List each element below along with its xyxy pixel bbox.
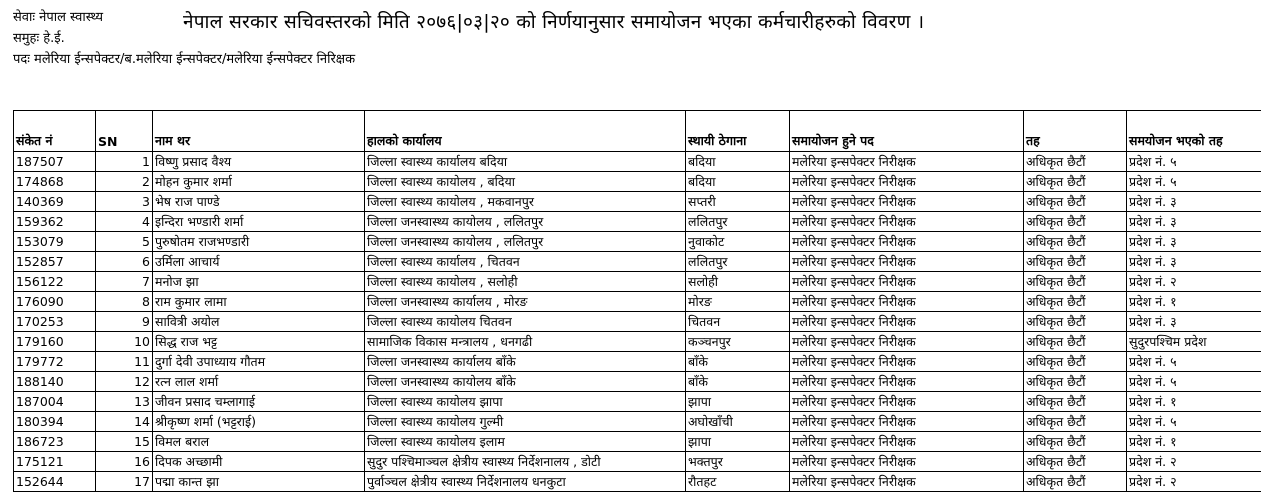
cell-adjusted-post: मलेरिया इन्सपेक्टर निरीक्षक [790, 352, 1024, 372]
col-header-code: संकेत नं [14, 111, 96, 152]
cell-adjusted-post: मलेरिया इन्सपेक्टर निरीक्षक [790, 392, 1024, 412]
cell-adjusted-post: मलेरिया इन्सपेक्टर निरीक्षक [790, 412, 1024, 432]
cell-sn: 5 [96, 232, 153, 252]
table-row [14, 272, 1261, 292]
cell-adjusted-level: सुदुरपश्चिम प्रदेश [1127, 332, 1261, 352]
cell-level: अधिकृत छैटौं [1024, 292, 1127, 312]
cell-level: अधिकृत छैटौं [1024, 432, 1127, 452]
cell-name: पुरुषोतम राजभण्डारी [153, 232, 365, 252]
cell-sn: 2 [96, 172, 153, 192]
cell-adjusted-level: प्रदेश नं. ५ [1127, 412, 1261, 432]
cell-code: 156122 [14, 272, 96, 292]
document-title: नेपाल सरकार सचिवस्तरको मिति २०७६|०३|२० को निर्णयानुसार समायोजन भएका कर्मचारीहरुको विवरण । [183, 11, 925, 33]
cell-level: अधिकृत छैटौं [1024, 192, 1127, 212]
cell-permanent-address: ललितपुर [686, 252, 790, 272]
table-row [14, 452, 1261, 472]
table-row [14, 432, 1261, 452]
cell-name: पद्मा कान्त झा [153, 472, 365, 492]
col-header-name: नाम थर [153, 111, 365, 152]
cell-sn: 10 [96, 332, 153, 352]
cell-current-office: सामाजिक विकास मन्त्रालय , धनगढी [365, 332, 686, 352]
cell-sn: 8 [96, 292, 153, 312]
cell-sn: 16 [96, 452, 153, 472]
col-header-current-office: हालको कार्यालय [365, 111, 686, 152]
col-header-adjusted-post: समायोजन हुने पद [790, 111, 1024, 152]
cell-sn: 17 [96, 472, 153, 492]
table-row [14, 152, 1261, 172]
cell-level: अधिकृत छैटौं [1024, 372, 1127, 392]
table-row [14, 372, 1261, 392]
cell-level: अधिकृत छैटौं [1024, 472, 1127, 492]
cell-code: 152644 [14, 472, 96, 492]
cell-adjusted-post: मलेरिया इन्सपेक्टर निरीक्षक [790, 192, 1024, 212]
cell-adjusted-post: मलेरिया इन्सपेक्टर निरीक्षक [790, 372, 1024, 392]
cell-adjusted-post: मलेरिया इन्सपेक्टर निरीक्षक [790, 472, 1024, 492]
cell-sn: 9 [96, 312, 153, 332]
table-row [14, 192, 1261, 212]
table-row [14, 312, 1261, 332]
cell-adjusted-level: प्रदेश नं. १ [1127, 292, 1261, 312]
table-row [14, 332, 1261, 352]
cell-level: अधिकृत छैटौं [1024, 172, 1127, 192]
cell-adjusted-level: प्रदेश नं. ५ [1127, 372, 1261, 392]
cell-name: जीवन प्रसाद चम्लागाई [153, 392, 365, 412]
cell-level: अधिकृत छैटौं [1024, 152, 1127, 172]
cell-permanent-address: मोरङ [686, 292, 790, 312]
cell-current-office: जिल्ला जनस्वास्थ्य कायोलय , ललितपुर [365, 212, 686, 232]
col-header-permanent-address: स्थायी ठेगाना [686, 111, 790, 152]
cell-current-office: जिल्ला स्वास्थ्य कायोलय गुल्मी [365, 412, 686, 432]
cell-name: भेष राज पाण्डे [153, 192, 365, 212]
cell-code: 140369 [14, 192, 96, 212]
cell-permanent-address: बदिया [686, 172, 790, 192]
cell-current-office: जिल्ला स्वास्थ्य कायोलय , मकवानपुर [365, 192, 686, 212]
cell-adjusted-post: मलेरिया इन्सपेक्टर निरीक्षक [790, 292, 1024, 312]
cell-permanent-address: भक्तपुर [686, 452, 790, 472]
cell-current-office: जिल्ला जनस्वास्थ्य कार्यालय , मोरङ [365, 292, 686, 312]
cell-code: 152857 [14, 252, 96, 272]
cell-sn: 12 [96, 372, 153, 392]
cell-adjusted-level: प्रदेश नं. १ [1127, 392, 1261, 412]
cell-sn: 4 [96, 212, 153, 232]
group-label: समुहः हे.ई. [13, 31, 65, 46]
cell-level: अधिकृत छैटौं [1024, 252, 1127, 272]
cell-permanent-address: रौतहट [686, 472, 790, 492]
cell-code: 170253 [14, 312, 96, 332]
col-header-adjusted-level: समयोजन भएको तह [1127, 111, 1261, 152]
cell-adjusted-post: मलेरिया इन्सपेक्टर निरीक्षक [790, 172, 1024, 192]
cell-code: 179160 [14, 332, 96, 352]
cell-sn: 14 [96, 412, 153, 432]
cell-adjusted-level: प्रदेश नं. ५ [1127, 152, 1261, 172]
cell-adjusted-level: प्रदेश नं. २ [1127, 272, 1261, 292]
cell-name: दुर्गा देवी उपाध्याय गौतम [153, 352, 365, 372]
col-header-sn: SN [96, 111, 153, 152]
service-label: सेवाः नेपाल स्वास्थ्य [13, 10, 104, 25]
cell-code: 180394 [14, 412, 96, 432]
cell-current-office: जिल्ला स्वास्थ्य कार्यालय , चितवन [365, 252, 686, 272]
cell-code: 175121 [14, 452, 96, 472]
cell-permanent-address: ललितपुर [686, 212, 790, 232]
cell-current-office: जिल्ला जनस्वास्थ्य कायोलय , ललितपुर [365, 232, 686, 252]
cell-permanent-address: बाँके [686, 372, 790, 392]
cell-adjusted-post: मलेरिया इन्सपेक्टर निरीक्षक [790, 332, 1024, 352]
cell-level: अधिकृत छैटौं [1024, 452, 1127, 472]
cell-current-office: जिल्ला स्वास्थ्य कायोलय , बदिया [365, 172, 686, 192]
cell-sn: 11 [96, 352, 153, 372]
cell-code: 153079 [14, 232, 96, 252]
col-header-level: तह [1024, 111, 1127, 152]
cell-code: 187507 [14, 152, 96, 172]
cell-permanent-address: चितवन [686, 312, 790, 332]
cell-current-office: पुर्वाञ्चल क्षेत्रीय स्वास्थ्य निर्देशनालय धनकुटा [365, 472, 686, 492]
employee-table [13, 110, 1261, 492]
table-row [14, 292, 1261, 312]
cell-adjusted-post: मलेरिया इन्सपेक्टर निरीक्षक [790, 252, 1024, 272]
cell-current-office: जिल्ला स्वास्थ्य कायोलय इलाम [365, 432, 686, 452]
cell-name: इन्दिरा भण्डारी शर्मा [153, 212, 365, 232]
cell-code: 174868 [14, 172, 96, 192]
cell-level: अधिकृत छैटौं [1024, 232, 1127, 252]
cell-level: अधिकृत छैटौं [1024, 312, 1127, 332]
cell-adjusted-level: प्रदेश नं. ३ [1127, 192, 1261, 212]
cell-level: अधिकृत छैटौं [1024, 412, 1127, 432]
table-row [14, 172, 1261, 192]
cell-adjusted-level: प्रदेश नं. ३ [1127, 232, 1261, 252]
cell-name: राम कुमार लामा [153, 292, 365, 312]
table-row [14, 352, 1261, 372]
cell-name: श्रीकृष्ण शर्मा (भट्टराई) [153, 412, 365, 432]
cell-current-office: जिल्ला जनस्वास्थ्य कायोलय बाँके [365, 372, 686, 392]
cell-level: अधिकृत छैटौं [1024, 392, 1127, 412]
post-label: पदः मलेरिया ईन्सपेक्टर/ब.मलेरिया ईन्सपेक्टर/मलेरिया ईन्सपेक्टर निरिक्षक [13, 52, 356, 67]
cell-sn: 7 [96, 272, 153, 292]
cell-sn: 6 [96, 252, 153, 272]
cell-code: 186723 [14, 432, 96, 452]
table-header-row [14, 111, 1261, 152]
cell-permanent-address: झापा [686, 392, 790, 412]
cell-name: दिपक अच्छामी [153, 452, 365, 472]
cell-name: विष्णु प्रसाद वैश्य [153, 152, 365, 172]
cell-current-office: सुदुर पश्चिमाञ्चल क्षेत्रीय स्वास्थ्य निर्देशनालय , डोटी [365, 452, 686, 472]
cell-adjusted-level: प्रदेश नं. ३ [1127, 312, 1261, 332]
cell-adjusted-level: प्रदेश नं. ३ [1127, 252, 1261, 272]
cell-adjusted-level: प्रदेश नं. १ [1127, 432, 1261, 452]
cell-permanent-address: कञ्चनपुर [686, 332, 790, 352]
cell-level: अधिकृत छैटौं [1024, 272, 1127, 292]
table-row [14, 212, 1261, 232]
table-row [14, 252, 1261, 272]
cell-adjusted-post: मलेरिया इन्सपेक्टर निरीक्षक [790, 212, 1024, 232]
cell-code: 187004 [14, 392, 96, 412]
table-row [14, 472, 1261, 492]
cell-name: उर्मिला आचार्य [153, 252, 365, 272]
cell-adjusted-post: मलेरिया इन्सपेक्टर निरीक्षक [790, 432, 1024, 452]
cell-current-office: जिल्ला स्वास्थ्य कायोलय , सलोही [365, 272, 686, 292]
cell-permanent-address: सलोही [686, 272, 790, 292]
cell-permanent-address: नुवाकोट [686, 232, 790, 252]
cell-sn: 1 [96, 152, 153, 172]
cell-adjusted-post: मलेरिया इन्सपेक्टर निरीक्षक [790, 272, 1024, 292]
cell-adjusted-level: प्रदेश नं. ५ [1127, 352, 1261, 372]
cell-permanent-address: बाँके [686, 352, 790, 372]
table-row [14, 392, 1261, 412]
cell-current-office: जिल्ला स्वास्थ्य कायोलय झापा [365, 392, 686, 412]
cell-code: 159362 [14, 212, 96, 232]
cell-adjusted-level: प्रदेश नं. ३ [1127, 212, 1261, 232]
cell-code: 176090 [14, 292, 96, 312]
cell-permanent-address: बदिया [686, 152, 790, 172]
cell-name: रत्न लाल शर्मा [153, 372, 365, 392]
cell-permanent-address: सप्तरी [686, 192, 790, 212]
cell-adjusted-level: प्रदेश नं. २ [1127, 472, 1261, 492]
cell-adjusted-level: प्रदेश नं. ५ [1127, 172, 1261, 192]
cell-current-office: जिल्ला स्वास्थ्य कायोलय चितवन [365, 312, 686, 332]
cell-code: 179772 [14, 352, 96, 372]
cell-name: सावित्री अयोल [153, 312, 365, 332]
cell-name: सिद्ध राज भट्ट [153, 332, 365, 352]
cell-code: 188140 [14, 372, 96, 392]
cell-sn: 3 [96, 192, 153, 212]
cell-adjusted-level: प्रदेश नं. २ [1127, 452, 1261, 472]
cell-current-office: जिल्ला स्वास्थ्य कार्यालय बदिया [365, 152, 686, 172]
cell-sn: 13 [96, 392, 153, 412]
table-row [14, 412, 1261, 432]
cell-adjusted-post: मलेरिया इन्सपेक्टर निरीक्षक [790, 312, 1024, 332]
table-row [14, 232, 1261, 252]
cell-name: विमल बराल [153, 432, 365, 452]
cell-current-office: जिल्ला जनस्वास्थ्य कार्यालय बाँके [365, 352, 686, 372]
cell-adjusted-post: मलेरिया इन्सपेक्टर निरीक्षक [790, 452, 1024, 472]
cell-permanent-address: झापा [686, 432, 790, 452]
cell-level: अधिकृत छैटौं [1024, 352, 1127, 372]
cell-adjusted-post: मलेरिया इन्सपेक्टर निरीक्षक [790, 152, 1024, 172]
cell-adjusted-post: मलेरिया इन्सपेक्टर निरीक्षक [790, 232, 1024, 252]
cell-level: अधिकृत छैटौं [1024, 212, 1127, 232]
cell-name: मनोज झा [153, 272, 365, 292]
cell-permanent-address: अघोखाँची [686, 412, 790, 432]
cell-name: मोहन कुमार शर्मा [153, 172, 365, 192]
cell-level: अधिकृत छैटौं [1024, 332, 1127, 352]
cell-sn: 15 [96, 432, 153, 452]
